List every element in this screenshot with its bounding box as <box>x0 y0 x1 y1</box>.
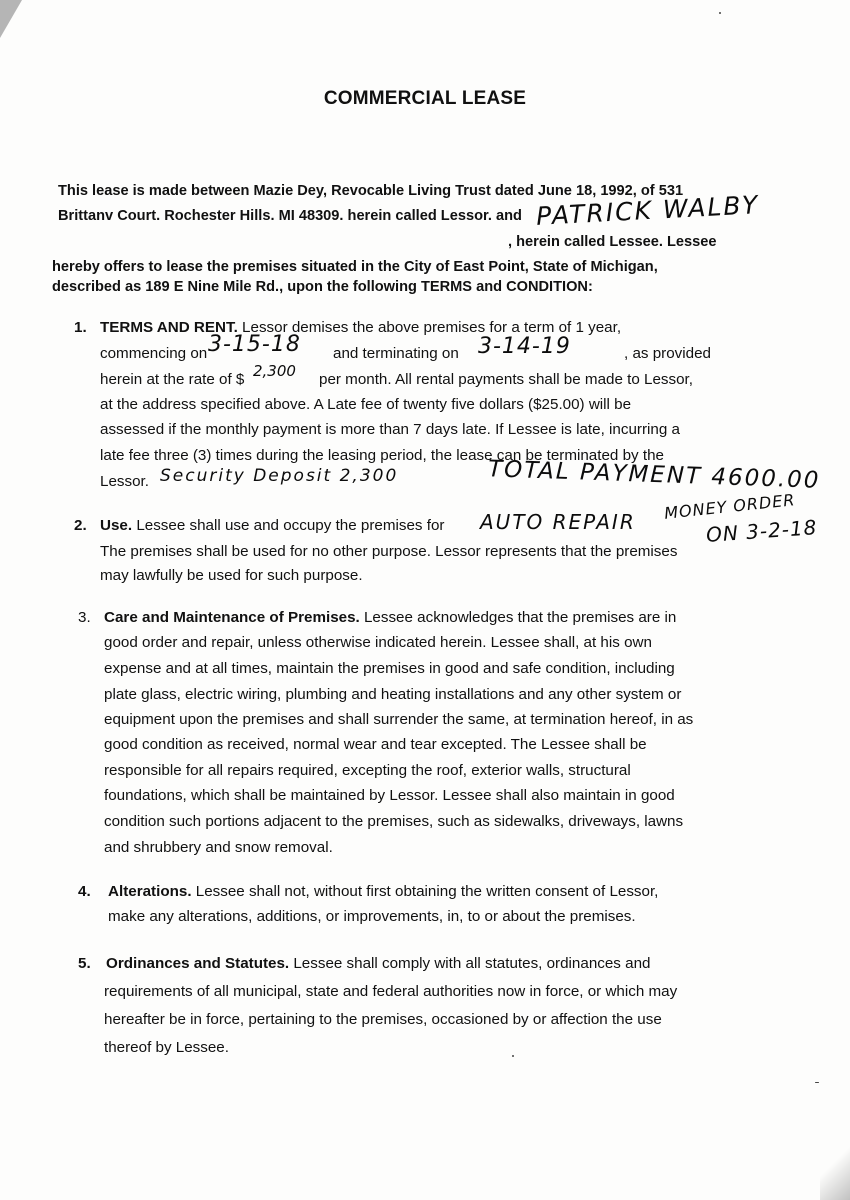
section-1-line-7: Lessor. <box>100 473 149 490</box>
section-2-number: 2. <box>74 517 87 534</box>
section-1-heading: TERMS AND RENT. <box>100 319 238 336</box>
section-2-line-1 <box>100 516 444 536</box>
intro-line-2: Brittanv Court. Rochester Hills. MI 48309. herein called Lessor. and <box>58 208 522 224</box>
intro-line-4: hereby offers to lease the premises situated in the City of East Point, State of Michigan, <box>52 259 658 275</box>
scan-speck <box>512 1055 514 1057</box>
section-1-line-4: at the address specified above. A Late fee of twenty five dollars ($25.00) will be <box>100 396 632 413</box>
handwritten-use-purpose: AUTO REPAIR <box>480 510 636 534</box>
section-3-heading: Care and Maintenance of Premises. <box>104 609 360 626</box>
section-3-number: 3. <box>78 609 91 626</box>
scan-corner-shadow <box>0 0 22 38</box>
section-5-line-4: thereof by Lessee. <box>104 1039 229 1056</box>
section-3-line-2: good order and repair, unless otherwise indicated herein. Lessee shall, at his own <box>104 634 652 651</box>
section-3-line-8: foundations, which shall be maintained by Lessor. Lessee shall also maintain in good <box>104 787 675 804</box>
section-2-line-3: may lawfully be used for such purpose. <box>100 567 363 584</box>
section-3-line-4: plate glass, electric wiring, plumbing and heating installations and any other system or <box>104 686 682 703</box>
handwritten-start-date: 3-15-18 <box>208 332 301 357</box>
section-1-line-5: assessed if the monthly payment is more than 7 days late. If Lessee is late, incurring a <box>100 421 680 438</box>
section-1-line-3b: per month. All rental payments shall be made to Lessor, <box>319 371 693 388</box>
section-5-heading: Ordinances and Statutes. <box>106 955 290 972</box>
section-1-line-2b: and terminating on <box>333 345 459 362</box>
section-1-line-6: late fee three (3) times during the leasing period, the lease can be terminated by the <box>100 447 664 464</box>
section-5-line-2: requirements of all municipal, state and federal authorities now in force, or which may <box>104 983 678 1000</box>
handwritten-total-payment: TOTAL PAYMENT 4600.00 <box>487 456 821 494</box>
section-3-line-1 <box>104 608 676 628</box>
scan-speck <box>815 1082 819 1083</box>
handwritten-rent-amount: 2,300 <box>253 362 296 380</box>
section-5-text: Lessee shall comply with all statutes, ordinances and <box>289 955 651 972</box>
section-3-line-6: good condition as received, normal wear and tear excepted. The Lessee shall be <box>104 736 647 753</box>
intro-line-1: This lease is made between Mazie Dey, Revocable Living Trust dated June 18, 1992, of 531 <box>58 183 684 199</box>
section-1-line-3a: herein at the rate of $ <box>100 371 245 388</box>
section-3-text: Lessee acknowledges that the premises are in <box>359 609 677 626</box>
scan-speck <box>719 12 721 14</box>
section-3-line-7: responsible for all repairs required, excepting the roof, exterior walls, structural <box>104 762 631 779</box>
handwritten-money-order-date: ON 3-2-18 <box>705 515 819 547</box>
section-3-line-9: condition such portions adjacent to the premises, such as sidewalks, driveways, lawns <box>104 813 684 830</box>
section-1-line-2a: commencing on <box>100 345 208 362</box>
handwritten-end-date: 3-14-19 <box>478 334 571 359</box>
section-4-text: Lessee shall not, without first obtaining the written consent of Lessor, <box>191 883 659 900</box>
section-2-line-2: The premises shall be used for no other purpose. Lessor represents that the premises <box>100 543 678 560</box>
page-title: COMMERCIAL LEASE <box>323 88 527 109</box>
section-4-number: 4. <box>78 883 91 900</box>
section-2-heading: Use. <box>100 517 133 534</box>
section-5-number: 5. <box>78 955 91 972</box>
section-4-heading: Alterations. <box>108 883 192 900</box>
handwritten-lessee-name: PATRICK WALBY <box>535 190 761 231</box>
section-1-number: 1. <box>74 319 87 336</box>
section-3-line-10: and shrubbery and snow removal. <box>104 839 333 856</box>
handwritten-security-deposit: Security Deposit 2,300 <box>160 466 399 486</box>
section-4-line-1 <box>108 882 658 902</box>
scan-corner-shadow-bottom <box>820 1140 850 1200</box>
section-4-line-2: make any alterations, additions, or improvements, in, to or about the premises. <box>108 908 636 925</box>
section-5-line-1 <box>106 954 650 974</box>
intro-line-5: described as 189 E Nine Mile Rd., upon the following TERMS and CONDITION: <box>52 279 593 295</box>
section-3-line-5: equipment upon the premises and shall surrender the same, at termination hereof, in as <box>104 711 694 728</box>
section-5-line-3: hereafter be in force, pertaining to the premises, occasioned by or affection the use <box>104 1011 662 1028</box>
section-2-text: Lessee shall use and occupy the premises for <box>132 517 445 534</box>
handwritten-money-order: MONEY ORDER <box>663 490 797 523</box>
section-1-line-2c: , as provided <box>624 345 711 362</box>
intro-line-3: , herein called Lessee. Lessee <box>508 234 717 250</box>
section-1-text: Lessor demises the above premises for a term of 1 year, <box>237 319 622 336</box>
section-3-line-3: expense and at all times, maintain the premises in good and safe condition, including <box>104 660 675 677</box>
